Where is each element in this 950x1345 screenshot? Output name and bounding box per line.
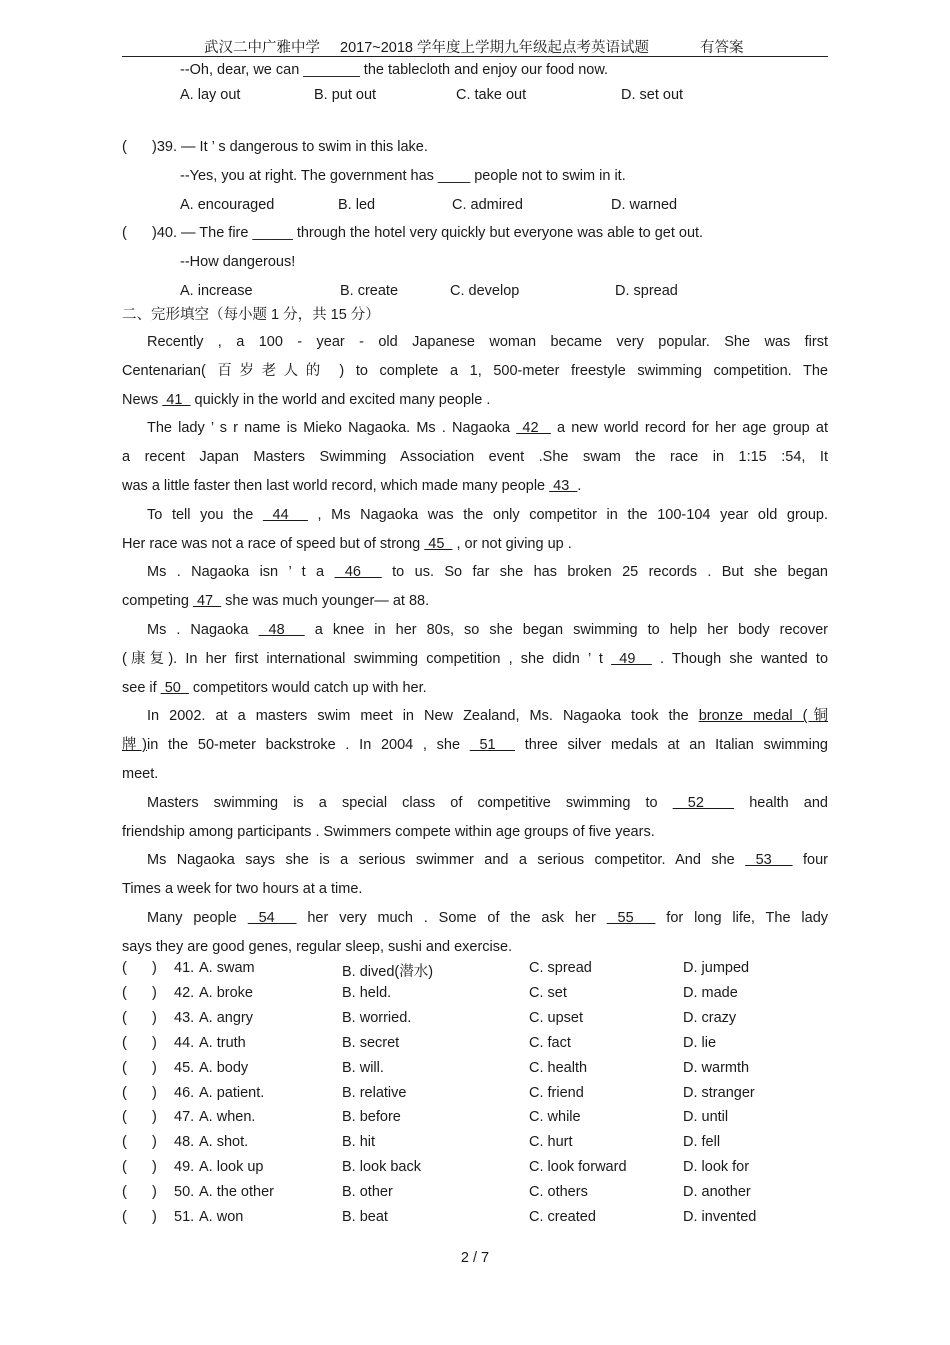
passage-line bbox=[122, 616, 828, 645]
q39-question: )39. — It ’ s dangerous to swim in this lake. bbox=[152, 139, 428, 155]
option-a: A. the other bbox=[199, 1184, 274, 1201]
answer-paren-close: ) bbox=[152, 1134, 157, 1151]
passage-line bbox=[122, 702, 828, 731]
question-number: 46. bbox=[174, 1084, 195, 1101]
passage-text: Many people bbox=[147, 909, 248, 926]
passage-text: see if bbox=[122, 679, 161, 696]
passage-text: a knee in her 80s, so she began swimming to help her body recover bbox=[304, 621, 828, 638]
passage-line bbox=[122, 846, 828, 875]
passage-text: competitors would catch up with her. bbox=[188, 679, 427, 696]
q40-option-a: A. increase bbox=[180, 283, 253, 299]
passage-line bbox=[122, 530, 828, 559]
option-row bbox=[122, 1085, 828, 1107]
passage-text: for long life, The lady bbox=[655, 909, 828, 926]
answer-paren-close: ) bbox=[152, 1059, 157, 1076]
passage-text: says they are good genes, regular sleep, sushi and exercise. bbox=[122, 938, 513, 955]
passage-line bbox=[122, 904, 828, 933]
option-b: B. dived(潜水) bbox=[342, 964, 434, 980]
option-row bbox=[122, 1109, 828, 1131]
option-row bbox=[122, 1184, 828, 1206]
answer-paren-close: ) bbox=[152, 1009, 157, 1026]
passage-text: Her race was not a race of speed but of strong bbox=[122, 535, 425, 552]
option-c: C. while bbox=[529, 1109, 581, 1126]
question-number: 41. bbox=[174, 960, 195, 976]
option-b: B. relative bbox=[342, 1084, 407, 1101]
q38-reply: --Oh, dear, we can _______ the tablecloth and enjoy our food now. bbox=[180, 62, 609, 78]
option-a: A. angry bbox=[199, 1009, 253, 1026]
passage-line bbox=[122, 386, 828, 415]
option-c: C. created bbox=[529, 1209, 596, 1225]
page-number: 2 / 7 bbox=[460, 1250, 490, 1266]
passage-text: Recently , a 100 - year - old Japanese woman became very popular. She was first bbox=[147, 334, 828, 350]
blank-number: 43 bbox=[549, 477, 578, 494]
passage-text: in the 50-meter backstroke . In 2004 , she bbox=[147, 737, 470, 754]
answer-paren-close: ) bbox=[152, 1034, 157, 1051]
blank-number: 44 bbox=[262, 506, 308, 523]
option-b: B. look back bbox=[342, 1159, 421, 1176]
question-number: 45. bbox=[174, 1059, 195, 1076]
option-c: C. set bbox=[529, 984, 567, 1001]
option-c: C. upset bbox=[529, 1009, 583, 1026]
page-header bbox=[122, 34, 828, 57]
question-number: 44. bbox=[174, 1034, 195, 1051]
q39-option-c: C. admired bbox=[452, 197, 523, 213]
header-note: 有答案 bbox=[700, 40, 744, 56]
option-row bbox=[122, 960, 828, 982]
passage-text: . bbox=[577, 477, 582, 494]
option-a: A. won bbox=[199, 1209, 244, 1225]
passage-text: The lady ’ s r name is Mieko Nagaoka. Ms . Nagaoka bbox=[147, 420, 517, 437]
q38-option-a: A. lay out bbox=[180, 87, 241, 103]
option-row bbox=[122, 1035, 828, 1057]
passage-text: Ms . Nagaoka isn ’ t a bbox=[147, 564, 335, 581]
passage-text: Centenarian( 百岁老人的 ) to complete a 1, 500-meter freestyle swimming competition. The bbox=[122, 362, 828, 379]
option-row bbox=[122, 985, 828, 1007]
option-b: B. secret bbox=[342, 1034, 400, 1051]
q39-option-a: A. encouraged bbox=[180, 197, 275, 213]
answer-paren-close: ) bbox=[152, 984, 157, 1001]
option-row bbox=[122, 1060, 828, 1082]
passage-text: was a little faster then last world record, which made many people bbox=[122, 477, 550, 494]
passage-text: (康复). In her first international swimming competition , she didn ’ t bbox=[122, 650, 612, 667]
passage-text: quickly in the world and excited many people . bbox=[190, 391, 491, 408]
answer-paren-close: ) bbox=[152, 1159, 157, 1176]
header-exam-title: 2017~2018 学年度上学期九年级起点考英语试题 bbox=[340, 40, 650, 56]
blank-number: 50 bbox=[160, 679, 189, 696]
option-d: D. crazy bbox=[683, 1009, 737, 1026]
passage-line bbox=[122, 760, 828, 789]
passage-line bbox=[122, 875, 828, 904]
option-b: B. beat bbox=[342, 1209, 388, 1225]
answer-paren-open: ( bbox=[122, 1059, 127, 1076]
option-a: A. body bbox=[199, 1059, 249, 1076]
underlined-text: 牌) bbox=[122, 737, 148, 754]
passage-text: she was much younger— at 88. bbox=[221, 593, 430, 610]
q39-paren: ( bbox=[122, 139, 127, 155]
answer-paren-open: ( bbox=[122, 984, 127, 1001]
answer-paren-open: ( bbox=[122, 1034, 127, 1051]
option-a: A. when. bbox=[199, 1109, 256, 1126]
passage-text: a recent Japan Masters Swimming Association event .She swam the race in 1:15 :54, It bbox=[122, 449, 828, 466]
option-b: B. held. bbox=[342, 984, 392, 1001]
answer-paren-close: ) bbox=[152, 1184, 157, 1201]
option-a: A. look up bbox=[199, 1159, 264, 1176]
answer-paren-close: ) bbox=[152, 1109, 157, 1126]
q40-option-b: B. create bbox=[340, 283, 399, 299]
option-c: C. look forward bbox=[529, 1159, 627, 1176]
passage-text: four bbox=[792, 852, 828, 869]
q40-paren: ( bbox=[122, 225, 127, 241]
passage-text: her very much . Some of the ask her bbox=[296, 909, 607, 926]
passage-line bbox=[122, 357, 828, 386]
q40-reply: --How dangerous! bbox=[180, 254, 296, 270]
blank-number: 55 bbox=[606, 909, 656, 926]
passage-line bbox=[122, 731, 828, 760]
answer-paren-open: ( bbox=[122, 1109, 127, 1126]
passage-line bbox=[122, 472, 828, 501]
passage-text: friendship among participants . Swimmers compete within age groups of five years. bbox=[122, 823, 655, 840]
q38-option-c: C. take out bbox=[456, 87, 527, 103]
option-d: D. lie bbox=[683, 1034, 717, 1051]
option-b: B. other bbox=[342, 1184, 393, 1201]
option-d: D. look for bbox=[683, 1159, 750, 1176]
answer-paren-open: ( bbox=[122, 1134, 127, 1151]
passage-line bbox=[122, 674, 828, 703]
blank-number: 52 bbox=[672, 794, 735, 811]
question-number: 43. bbox=[174, 1009, 195, 1026]
passage-text: Ms . Nagaoka bbox=[147, 621, 259, 638]
option-b: B. will. bbox=[342, 1059, 384, 1076]
answer-paren-open: ( bbox=[122, 1084, 127, 1101]
passage-line bbox=[122, 818, 828, 847]
answer-paren-close: ) bbox=[152, 960, 157, 976]
passage-text: health and bbox=[734, 794, 828, 811]
passage-text: three silver medals at an Italian swimming bbox=[515, 737, 828, 754]
passage-line bbox=[122, 501, 828, 530]
q38-option-d: D. set out bbox=[621, 87, 684, 103]
blank-number: 49 bbox=[611, 650, 652, 667]
passage-text: To tell you the bbox=[147, 506, 263, 523]
option-c: C. others bbox=[529, 1184, 588, 1201]
underlined-text: bronze medal (铜 bbox=[698, 708, 828, 725]
option-b: B. hit bbox=[342, 1134, 376, 1151]
passage-text: to us. So far she has broken 25 records . But she began bbox=[381, 564, 828, 581]
answer-paren-close: ) bbox=[152, 1084, 157, 1101]
option-c: C. spread bbox=[529, 960, 592, 976]
answer-paren-open: ( bbox=[122, 1159, 127, 1176]
option-a: A. swam bbox=[199, 960, 255, 976]
blank-number: 47 bbox=[192, 593, 222, 610]
option-b: B. worried. bbox=[342, 1009, 412, 1026]
option-d: D. jumped bbox=[683, 960, 750, 976]
question-number: 48. bbox=[174, 1134, 195, 1151]
blank-number: 48 bbox=[258, 621, 305, 638]
passage-text: Masters swimming is a special class of competitive swimming to bbox=[147, 794, 673, 811]
option-d: D. made bbox=[683, 984, 738, 1001]
option-a: A. patient. bbox=[199, 1084, 265, 1101]
option-d: D. another bbox=[683, 1184, 751, 1201]
question-number: 51. bbox=[174, 1209, 195, 1225]
section-title: 二、完形填空（每小题 1 分，共 15 分） bbox=[122, 307, 380, 323]
option-c: C. health bbox=[529, 1059, 588, 1076]
passage-line bbox=[122, 328, 828, 357]
passage-text: News bbox=[122, 391, 163, 408]
option-d: D. fell bbox=[683, 1134, 721, 1151]
blank-number: 54 bbox=[247, 909, 297, 926]
option-d: D. invented bbox=[683, 1209, 757, 1225]
q39-option-d: D. warned bbox=[611, 197, 678, 213]
answer-paren-open: ( bbox=[122, 960, 127, 976]
answer-paren-open: ( bbox=[122, 1184, 127, 1201]
q38-option-b: B. put out bbox=[314, 87, 377, 103]
passage-line bbox=[122, 789, 828, 818]
blank-number: 51 bbox=[469, 737, 516, 754]
answer-paren-open: ( bbox=[122, 1209, 127, 1225]
q40-option-c: C. develop bbox=[450, 283, 520, 299]
blank-number: 41 bbox=[162, 391, 191, 408]
passage-line bbox=[122, 587, 828, 616]
q40-option-d: D. spread bbox=[615, 283, 678, 299]
q39-reply: --Yes, you at right. The government has ____ people not to swim in it. bbox=[180, 168, 626, 184]
blank-number: 42 bbox=[516, 420, 551, 437]
cloze-passage bbox=[122, 328, 828, 962]
option-c: C. hurt bbox=[529, 1134, 573, 1151]
option-d: D. warmth bbox=[683, 1059, 750, 1076]
passage-text: . Though she wanted to bbox=[651, 650, 828, 667]
passage-text: Ms Nagaoka says she is a serious swimmer and a serious competitor. And she bbox=[147, 852, 746, 869]
option-c: C. friend bbox=[529, 1084, 584, 1101]
option-row bbox=[122, 1209, 828, 1231]
passage-text: , Ms Nagaoka was the only competitor in the 100-104 year old group. bbox=[307, 506, 828, 523]
passage-line bbox=[122, 645, 828, 674]
option-a: A. truth bbox=[199, 1034, 246, 1051]
option-row bbox=[122, 1010, 828, 1032]
blank-number: 45 bbox=[424, 535, 453, 552]
option-row bbox=[122, 1159, 828, 1181]
question-number: 49. bbox=[174, 1159, 195, 1176]
passage-line bbox=[122, 558, 828, 587]
passage-line bbox=[122, 933, 828, 962]
option-a: A. broke bbox=[199, 984, 253, 1001]
question-number: 47. bbox=[174, 1109, 195, 1126]
passage-text: a new world record for her age group at bbox=[550, 420, 828, 437]
passage-text: , or not giving up . bbox=[452, 535, 572, 552]
passage-line bbox=[122, 443, 828, 472]
blank-number: 46 bbox=[334, 564, 382, 581]
passage-line bbox=[122, 414, 828, 443]
option-c: C. fact bbox=[529, 1034, 571, 1051]
passage-text: competing bbox=[122, 593, 193, 610]
header-school: 武汉二中广雅中学 bbox=[204, 40, 320, 56]
option-row bbox=[122, 1134, 828, 1156]
q40-question: )40. — The fire _____ through the hotel very quickly but everyone was able to get out. bbox=[152, 225, 704, 241]
question-number: 42. bbox=[174, 984, 195, 1001]
answer-paren-close: ) bbox=[152, 1209, 157, 1225]
option-a: A. shot. bbox=[199, 1134, 249, 1151]
passage-text: Times a week for two hours at a time. bbox=[122, 881, 363, 898]
option-d: D. stranger bbox=[683, 1084, 755, 1101]
question-number: 50. bbox=[174, 1184, 195, 1201]
option-d: D. until bbox=[683, 1109, 729, 1126]
option-b: B. before bbox=[342, 1109, 401, 1126]
passage-text: In 2002. at a masters swim meet in New Zealand, Ms. Nagaoka took the bbox=[147, 708, 699, 725]
passage-text: meet. bbox=[122, 765, 159, 782]
answer-paren-open: ( bbox=[122, 1009, 127, 1026]
q39-option-b: B. led bbox=[338, 197, 376, 213]
blank-number: 53 bbox=[745, 852, 793, 869]
